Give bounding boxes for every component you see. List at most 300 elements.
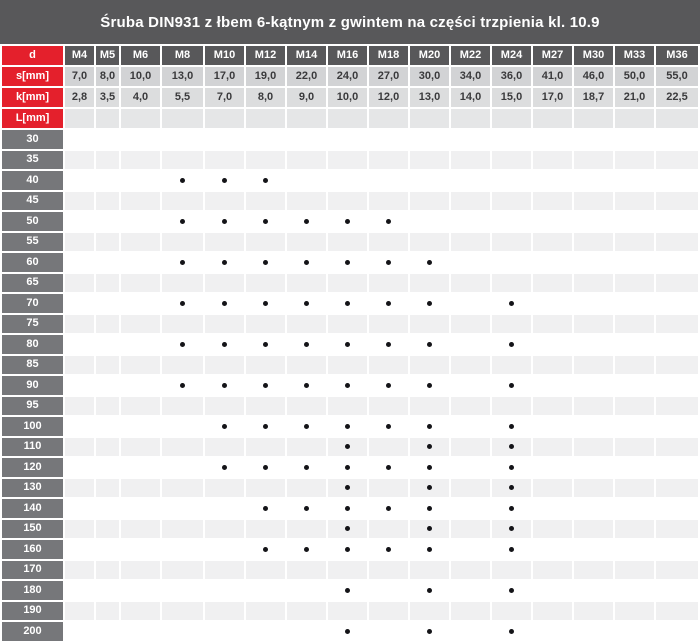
- availability-dot-marker: [345, 465, 350, 470]
- availability-cell-M24-80: [492, 335, 531, 354]
- spec-row-label: s[mm]: [2, 67, 63, 86]
- length-label: 35: [2, 151, 63, 170]
- availability-cell-M4-110: [65, 438, 94, 457]
- availability-cell-M33-95: [615, 397, 654, 416]
- spec-value-cell: [451, 109, 490, 128]
- availability-cell-M36-55: [656, 233, 698, 252]
- spec-value-cell: 14,0: [451, 88, 490, 107]
- length-label: 150: [2, 520, 63, 539]
- availability-cell-M14-35: [287, 151, 326, 170]
- availability-cell-M20-50: [410, 212, 449, 231]
- availability-cell-M5-30: [96, 130, 119, 149]
- availability-cell-M6-190: [121, 602, 160, 621]
- availability-cell-M16-130: [328, 479, 367, 498]
- availability-cell-M24-100: [492, 417, 531, 436]
- availability-cell-M33-40: [615, 171, 654, 190]
- availability-cell-M30-160: [574, 540, 613, 559]
- availability-dot-marker: [345, 219, 350, 224]
- availability-dot-marker: [263, 506, 268, 511]
- spec-value-cell: 50,0: [615, 67, 654, 86]
- availability-dot-marker: [345, 526, 350, 531]
- availability-cell-M30-180: [574, 581, 613, 600]
- availability-cell-M5-190: [96, 602, 119, 621]
- availability-cell-M10-120: [205, 458, 244, 477]
- availability-cell-M4-190: [65, 602, 94, 621]
- availability-cell-M27-40: [533, 171, 572, 190]
- availability-cell-M22-70: [451, 294, 490, 313]
- availability-cell-M18-35: [369, 151, 408, 170]
- availability-cell-M20-70: [410, 294, 449, 313]
- availability-cell-M16-65: [328, 274, 367, 293]
- availability-cell-M14-190: [287, 602, 326, 621]
- length-label: 130: [2, 479, 63, 498]
- availability-cell-M20-90: [410, 376, 449, 395]
- availability-cell-M12-200: [246, 622, 285, 641]
- availability-cell-M5-170: [96, 561, 119, 580]
- length-row-190: [2, 602, 698, 621]
- availability-cell-M8-110: [162, 438, 203, 457]
- availability-cell-M4-95: [65, 397, 94, 416]
- availability-cell-M4-130: [65, 479, 94, 498]
- availability-dot-marker: [427, 629, 432, 634]
- spec-value-cell: 4,0: [121, 88, 160, 107]
- availability-cell-M14-70: [287, 294, 326, 313]
- availability-cell-M33-180: [615, 581, 654, 600]
- availability-dot-marker: [263, 465, 268, 470]
- length-row-110: [2, 438, 698, 457]
- spec-value-cell: 2,8: [65, 88, 94, 107]
- availability-cell-M12-100: [246, 417, 285, 436]
- availability-dot-marker: [509, 485, 514, 490]
- length-label: 30: [2, 130, 63, 149]
- availability-cell-M24-30: [492, 130, 531, 149]
- availability-dot-marker: [386, 506, 391, 511]
- availability-dot-marker: [427, 526, 432, 531]
- availability-cell-M18-170: [369, 561, 408, 580]
- availability-cell-M33-110: [615, 438, 654, 457]
- availability-dot-marker: [427, 588, 432, 593]
- availability-cell-M12-160: [246, 540, 285, 559]
- availability-dot-marker: [509, 383, 514, 388]
- availability-dot-marker: [222, 301, 227, 306]
- availability-cell-M5-60: [96, 253, 119, 272]
- availability-cell-M5-85: [96, 356, 119, 375]
- availability-cell-M14-95: [287, 397, 326, 416]
- availability-cell-M18-80: [369, 335, 408, 354]
- availability-cell-M24-190: [492, 602, 531, 621]
- availability-dot-marker: [427, 260, 432, 265]
- availability-dot-marker: [427, 444, 432, 449]
- availability-cell-M8-150: [162, 520, 203, 539]
- availability-cell-M33-200: [615, 622, 654, 641]
- availability-cell-M18-120: [369, 458, 408, 477]
- availability-cell-M12-45: [246, 192, 285, 211]
- availability-cell-M10-80: [205, 335, 244, 354]
- availability-cell-M36-95: [656, 397, 698, 416]
- availability-cell-M22-100: [451, 417, 490, 436]
- availability-cell-M33-190: [615, 602, 654, 621]
- availability-cell-M12-120: [246, 458, 285, 477]
- availability-cell-M5-75: [96, 315, 119, 334]
- availability-cell-M30-80: [574, 335, 613, 354]
- length-label: 40: [2, 171, 63, 190]
- length-label: 180: [2, 581, 63, 600]
- availability-dot-marker: [427, 506, 432, 511]
- availability-cell-M27-180: [533, 581, 572, 600]
- availability-cell-M30-75: [574, 315, 613, 334]
- availability-cell-M33-35: [615, 151, 654, 170]
- availability-dot-marker: [386, 260, 391, 265]
- availability-cell-M18-50: [369, 212, 408, 231]
- availability-cell-M24-180: [492, 581, 531, 600]
- spec-value-cell: 10,0: [328, 88, 367, 107]
- availability-dot-marker: [427, 301, 432, 306]
- length-label: 80: [2, 335, 63, 354]
- length-row-140: [2, 499, 698, 518]
- availability-cell-M33-65: [615, 274, 654, 293]
- availability-cell-M27-65: [533, 274, 572, 293]
- availability-cell-M20-120: [410, 458, 449, 477]
- availability-cell-M16-40: [328, 171, 367, 190]
- availability-dot-marker: [304, 301, 309, 306]
- availability-cell-M20-95: [410, 397, 449, 416]
- availability-cell-M18-160: [369, 540, 408, 559]
- availability-dot-marker: [427, 383, 432, 388]
- availability-cell-M18-45: [369, 192, 408, 211]
- availability-cell-M14-65: [287, 274, 326, 293]
- availability-cell-M30-35: [574, 151, 613, 170]
- availability-dot-marker: [427, 465, 432, 470]
- availability-cell-M16-35: [328, 151, 367, 170]
- availability-cell-M12-85: [246, 356, 285, 375]
- availability-cell-M30-95: [574, 397, 613, 416]
- availability-cell-M16-110: [328, 438, 367, 457]
- availability-dot-marker: [509, 465, 514, 470]
- availability-cell-M12-55: [246, 233, 285, 252]
- availability-cell-M30-30: [574, 130, 613, 149]
- spec-value-cell: 10,0: [121, 67, 160, 86]
- availability-cell-M5-55: [96, 233, 119, 252]
- availability-cell-M16-55: [328, 233, 367, 252]
- availability-dot-marker: [386, 547, 391, 552]
- availability-cell-M20-160: [410, 540, 449, 559]
- availability-cell-M4-70: [65, 294, 94, 313]
- availability-cell-M12-65: [246, 274, 285, 293]
- availability-cell-M6-60: [121, 253, 160, 272]
- availability-cell-M20-60: [410, 253, 449, 272]
- availability-cell-M8-40: [162, 171, 203, 190]
- table-head: [2, 46, 698, 128]
- length-label: 200: [2, 622, 63, 641]
- availability-cell-M18-180: [369, 581, 408, 600]
- availability-cell-M10-85: [205, 356, 244, 375]
- availability-cell-M27-55: [533, 233, 572, 252]
- availability-cell-M36-75: [656, 315, 698, 334]
- availability-cell-M20-190: [410, 602, 449, 621]
- availability-dot-marker: [304, 506, 309, 511]
- availability-cell-M6-170: [121, 561, 160, 580]
- availability-dot-marker: [222, 260, 227, 265]
- availability-cell-M16-60: [328, 253, 367, 272]
- availability-cell-M36-70: [656, 294, 698, 313]
- availability-cell-M4-65: [65, 274, 94, 293]
- availability-cell-M12-140: [246, 499, 285, 518]
- availability-cell-M36-90: [656, 376, 698, 395]
- availability-cell-M12-35: [246, 151, 285, 170]
- availability-cell-M27-100: [533, 417, 572, 436]
- availability-dot-marker: [263, 383, 268, 388]
- spec-value-cell: 27,0: [369, 67, 408, 86]
- availability-cell-M8-55: [162, 233, 203, 252]
- length-row-35: [2, 151, 698, 170]
- availability-cell-M20-55: [410, 233, 449, 252]
- spec-value-cell: [96, 109, 119, 128]
- availability-cell-M22-65: [451, 274, 490, 293]
- availability-cell-M27-35: [533, 151, 572, 170]
- availability-cell-M5-90: [96, 376, 119, 395]
- spec-value-cell: [328, 109, 367, 128]
- availability-cell-M6-140: [121, 499, 160, 518]
- availability-cell-M20-30: [410, 130, 449, 149]
- length-row-95: [2, 397, 698, 416]
- availability-cell-M36-130: [656, 479, 698, 498]
- availability-cell-M27-200: [533, 622, 572, 641]
- availability-cell-M33-160: [615, 540, 654, 559]
- column-header-M18: M18: [369, 46, 408, 65]
- spec-value-cell: 5,5: [162, 88, 203, 107]
- availability-dot-marker: [263, 219, 268, 224]
- availability-cell-M33-80: [615, 335, 654, 354]
- availability-cell-M6-95: [121, 397, 160, 416]
- availability-cell-M8-35: [162, 151, 203, 170]
- availability-cell-M33-140: [615, 499, 654, 518]
- availability-cell-M6-130: [121, 479, 160, 498]
- column-header-M12: M12: [246, 46, 285, 65]
- availability-cell-M36-190: [656, 602, 698, 621]
- availability-dot-marker: [263, 424, 268, 429]
- availability-cell-M30-65: [574, 274, 613, 293]
- spec-value-cell: 7,0: [205, 88, 244, 107]
- spec-value-cell: 13,0: [410, 88, 449, 107]
- availability-cell-M6-160: [121, 540, 160, 559]
- availability-dot-marker: [509, 588, 514, 593]
- availability-cell-M16-120: [328, 458, 367, 477]
- availability-cell-M14-200: [287, 622, 326, 641]
- availability-cell-M10-30: [205, 130, 244, 149]
- availability-cell-M30-130: [574, 479, 613, 498]
- length-row-80: [2, 335, 698, 354]
- spec-value-cell: [65, 109, 94, 128]
- availability-cell-M16-70: [328, 294, 367, 313]
- availability-cell-M22-150: [451, 520, 490, 539]
- availability-cell-M4-55: [65, 233, 94, 252]
- availability-cell-M6-50: [121, 212, 160, 231]
- availability-cell-M6-120: [121, 458, 160, 477]
- availability-cell-M10-70: [205, 294, 244, 313]
- availability-cell-M27-30: [533, 130, 572, 149]
- availability-cell-M6-55: [121, 233, 160, 252]
- column-header-M36: M36: [656, 46, 698, 65]
- length-row-60: [2, 253, 698, 272]
- availability-dot-marker: [345, 547, 350, 552]
- availability-dot-marker: [263, 547, 268, 552]
- availability-cell-M27-170: [533, 561, 572, 580]
- length-row-100: [2, 417, 698, 436]
- availability-dot-marker: [180, 219, 185, 224]
- availability-cell-M27-130: [533, 479, 572, 498]
- availability-cell-M5-200: [96, 622, 119, 641]
- availability-cell-M8-80: [162, 335, 203, 354]
- availability-dot-marker: [427, 485, 432, 490]
- availability-cell-M36-50: [656, 212, 698, 231]
- availability-cell-M4-60: [65, 253, 94, 272]
- length-row-120: [2, 458, 698, 477]
- availability-cell-M8-85: [162, 356, 203, 375]
- availability-cell-M22-180: [451, 581, 490, 600]
- length-label: 110: [2, 438, 63, 457]
- availability-cell-M18-60: [369, 253, 408, 272]
- availability-cell-M8-140: [162, 499, 203, 518]
- availability-cell-M24-95: [492, 397, 531, 416]
- availability-cell-M12-150: [246, 520, 285, 539]
- column-header-M27: M27: [533, 46, 572, 65]
- availability-cell-M14-30: [287, 130, 326, 149]
- length-row-150: [2, 520, 698, 539]
- availability-cell-M20-100: [410, 417, 449, 436]
- availability-cell-M27-50: [533, 212, 572, 231]
- availability-dot-marker: [263, 342, 268, 347]
- availability-cell-M10-130: [205, 479, 244, 498]
- length-row-70: [2, 294, 698, 313]
- availability-dot-marker: [263, 301, 268, 306]
- availability-cell-M18-200: [369, 622, 408, 641]
- availability-cell-M10-170: [205, 561, 244, 580]
- spec-value-cell: [246, 109, 285, 128]
- availability-cell-M22-200: [451, 622, 490, 641]
- availability-cell-M36-35: [656, 151, 698, 170]
- availability-cell-M22-95: [451, 397, 490, 416]
- availability-cell-M14-85: [287, 356, 326, 375]
- availability-dot-marker: [345, 629, 350, 634]
- availability-dot-marker: [509, 301, 514, 306]
- availability-cell-M14-45: [287, 192, 326, 211]
- table-body: [2, 130, 698, 641]
- availability-cell-M14-60: [287, 253, 326, 272]
- spec-value-cell: 8,0: [96, 67, 119, 86]
- spec-value-cell: 55,0: [656, 67, 698, 86]
- spec-row-label: k[mm]: [2, 88, 63, 107]
- availability-cell-M30-170: [574, 561, 613, 580]
- availability-cell-M27-90: [533, 376, 572, 395]
- availability-cell-M24-45: [492, 192, 531, 211]
- length-label: 55: [2, 233, 63, 252]
- availability-dot-marker: [386, 301, 391, 306]
- column-header-M6: M6: [121, 46, 160, 65]
- availability-cell-M18-30: [369, 130, 408, 149]
- availability-dot-marker: [386, 424, 391, 429]
- column-header-M33: M33: [615, 46, 654, 65]
- availability-cell-M8-190: [162, 602, 203, 621]
- length-row-50: [2, 212, 698, 231]
- availability-dot-marker: [345, 301, 350, 306]
- availability-cell-M12-50: [246, 212, 285, 231]
- availability-cell-M12-40: [246, 171, 285, 190]
- availability-dot-marker: [222, 342, 227, 347]
- availability-cell-M4-150: [65, 520, 94, 539]
- availability-cell-M10-100: [205, 417, 244, 436]
- spec-value-cell: 22,5: [656, 88, 698, 107]
- spec-value-cell: 17,0: [205, 67, 244, 86]
- availability-cell-M24-50: [492, 212, 531, 231]
- availability-dot-marker: [386, 465, 391, 470]
- availability-dot-marker: [180, 383, 185, 388]
- availability-cell-M22-90: [451, 376, 490, 395]
- availability-cell-M10-50: [205, 212, 244, 231]
- availability-cell-M30-200: [574, 622, 613, 641]
- availability-cell-M36-180: [656, 581, 698, 600]
- availability-cell-M4-140: [65, 499, 94, 518]
- spec-value-cell: 21,0: [615, 88, 654, 107]
- availability-cell-M30-150: [574, 520, 613, 539]
- availability-dot-marker: [427, 547, 432, 552]
- availability-cell-M27-45: [533, 192, 572, 211]
- availability-cell-M36-150: [656, 520, 698, 539]
- availability-cell-M16-180: [328, 581, 367, 600]
- availability-cell-M18-90: [369, 376, 408, 395]
- spec-value-cell: [574, 109, 613, 128]
- column-header-M22: M22: [451, 46, 490, 65]
- availability-cell-M12-180: [246, 581, 285, 600]
- availability-cell-M30-60: [574, 253, 613, 272]
- availability-cell-M8-180: [162, 581, 203, 600]
- availability-cell-M4-90: [65, 376, 94, 395]
- spec-value-cell: 8,0: [246, 88, 285, 107]
- availability-cell-M33-90: [615, 376, 654, 395]
- availability-cell-M4-170: [65, 561, 94, 580]
- availability-cell-M10-180: [205, 581, 244, 600]
- availability-cell-M30-45: [574, 192, 613, 211]
- availability-dot-marker: [345, 260, 350, 265]
- availability-cell-M10-140: [205, 499, 244, 518]
- availability-cell-M27-190: [533, 602, 572, 621]
- availability-cell-M5-100: [96, 417, 119, 436]
- availability-dot-marker: [345, 383, 350, 388]
- length-row-180: [2, 581, 698, 600]
- availability-cell-M4-40: [65, 171, 94, 190]
- availability-dot-marker: [345, 342, 350, 347]
- length-label: 75: [2, 315, 63, 334]
- availability-cell-M5-140: [96, 499, 119, 518]
- availability-cell-M22-35: [451, 151, 490, 170]
- availability-cell-M16-140: [328, 499, 367, 518]
- availability-cell-M14-40: [287, 171, 326, 190]
- availability-cell-M18-150: [369, 520, 408, 539]
- availability-cell-M36-100: [656, 417, 698, 436]
- length-row-85: [2, 356, 698, 375]
- availability-cell-M14-160: [287, 540, 326, 559]
- availability-cell-M33-30: [615, 130, 654, 149]
- length-label: 45: [2, 192, 63, 211]
- availability-dot-marker: [345, 506, 350, 511]
- availability-cell-M5-120: [96, 458, 119, 477]
- availability-cell-M8-90: [162, 376, 203, 395]
- availability-cell-M27-60: [533, 253, 572, 272]
- availability-dot-marker: [386, 219, 391, 224]
- availability-cell-M14-140: [287, 499, 326, 518]
- availability-cell-M5-80: [96, 335, 119, 354]
- availability-dot-marker: [509, 342, 514, 347]
- availability-cell-M33-150: [615, 520, 654, 539]
